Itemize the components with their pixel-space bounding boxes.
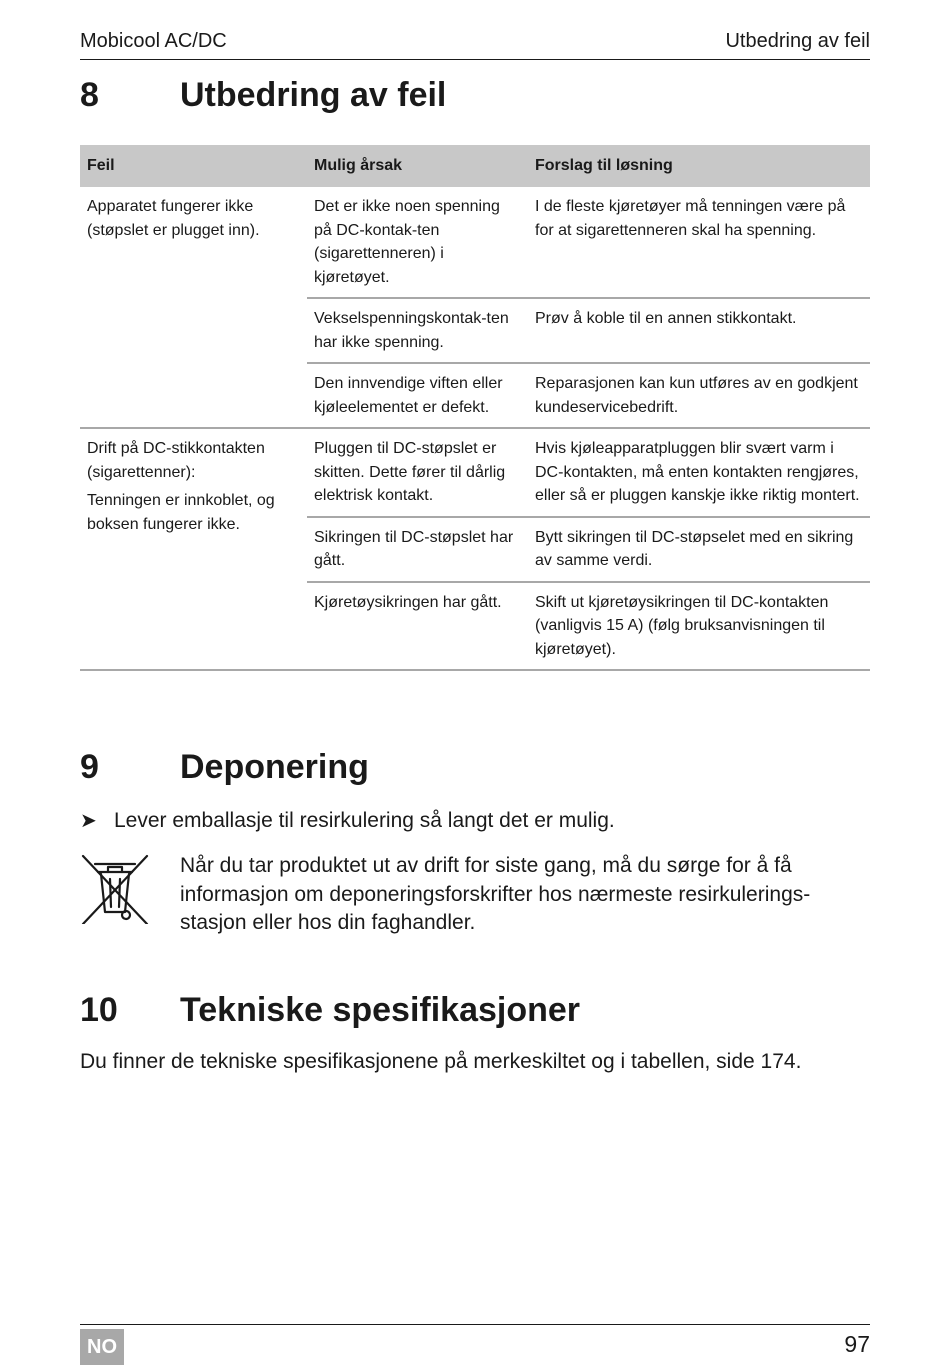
header-chapter-title: Utbedring av feil: [725, 30, 870, 52]
cause-cell: Kjøretøysikringen har gått.: [307, 582, 528, 671]
solution-cell: Prøv å koble til en annen stikkontakt.: [528, 298, 870, 363]
fault-text: Apparatet fungerer ikke (støpslet er plugget inn).: [87, 198, 260, 239]
fault-text: Tenningen er innkoblet, og boksen fungerer ikke.: [87, 492, 275, 533]
language-badge: NO: [80, 1329, 124, 1365]
solution-cell: Reparasjonen kan kun utføres av en godkjent kundeservicebedrift.: [528, 363, 870, 428]
section-8-heading: [80, 76, 446, 115]
header-cause: Mulig årsak: [307, 145, 528, 187]
crossed-out-wheelie-bin-icon: [80, 852, 180, 938]
table-row: [80, 428, 870, 517]
disposal-text: Når du tar produktet ut av drift for siste gang, må du sørge for å få informasjon om deponeringsforskrifter hos nærmeste resirkulerings-stasjon eller hos din faghandler.: [180, 854, 811, 934]
header-solution: Forslag til løsning: [528, 145, 870, 187]
cause-cell: Sikringen til DC-støpslet har gått.: [307, 517, 528, 582]
disposal-note: [80, 852, 870, 938]
cause-cell: Det er ikke noen spenning på DC-kontak-ten (sigarettenneren) i kjøretøyet.: [307, 187, 528, 298]
solution-cell: I de fleste kjøretøyer må tenningen være på for at sigarettenneren skal ha spenning.: [528, 187, 870, 298]
section-10-heading: [80, 991, 580, 1030]
page-number: 97: [844, 1331, 870, 1357]
section-10-number: 10: [80, 991, 118, 1029]
header-feil: Feil: [80, 145, 307, 187]
section-8-title: Utbedring av feil: [180, 76, 447, 114]
solution-cell: Skift ut kjøretøysikringen til DC-kontakten (vanligvis 15 A) (følg bruksanvisningen til kjøretøyet).: [528, 582, 870, 671]
page-footer: [80, 1324, 870, 1365]
packaging-text: Lever emballasje til resirkulering så langt det er mulig.: [114, 808, 615, 832]
fault-cell: [80, 187, 307, 428]
section-10-title: Tekniske spesifikasjoner: [180, 991, 581, 1029]
fault-text: Drift på DC-stikkontakten (sigarettenner):: [87, 440, 265, 481]
cause-cell: Den innvendige viften eller kjøleelementet er defekt.: [307, 363, 528, 428]
section-9-heading: [80, 748, 369, 787]
page-header: [80, 28, 870, 60]
packaging-bullet: [80, 808, 615, 833]
arrow-bullet-icon: ➤: [80, 810, 97, 832]
section-8-number: 8: [80, 76, 99, 114]
cause-cell: Vekselspenningskontak-ten har ikke spenning.: [307, 298, 528, 363]
specs-text: Du finner de tekniske spesifikasjonene på merkeskiltet og i tabellen, side 174.: [80, 1050, 802, 1073]
section-9-title: Deponering: [180, 748, 369, 786]
solution-cell: Bytt sikringen til DC-støpselet med en sikring av samme verdi.: [528, 517, 870, 582]
header-product-name: Mobicool AC/DC: [80, 30, 227, 52]
section-9-number: 9: [80, 748, 99, 786]
table-row: [80, 187, 870, 298]
cause-cell: Pluggen til DC-støpslet er skitten. Dette fører til dårlig elektrisk kontakt.: [307, 428, 528, 517]
solution-cell: Hvis kjøleapparatpluggen blir svært varm i DC-kontakten, må enten kontakten rengjøres, eller så er pluggen kanskje ikke riktig montert.: [528, 428, 870, 517]
troubleshooting-table: [80, 145, 870, 671]
fault-cell: [80, 428, 307, 670]
table-header-row: [80, 145, 870, 187]
